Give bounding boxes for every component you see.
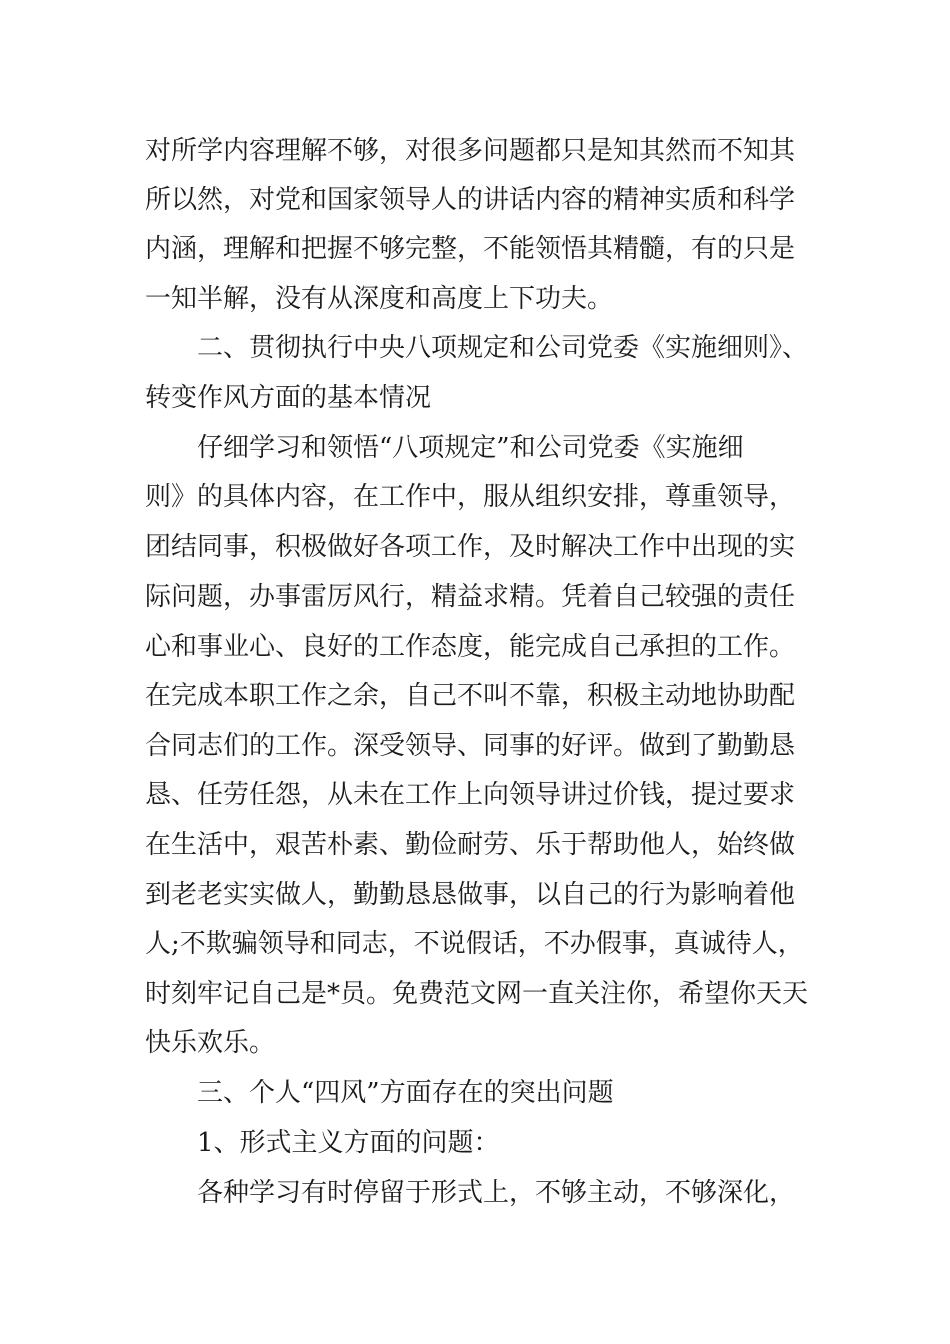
body-line: 在完成本职工作之余，自己不叫不靠，积极主动地协助配: [145, 681, 796, 711]
body-line: 时刻牢记自己是*员。免费范文网一直关注你，希望你天天: [145, 979, 809, 1009]
section-heading: 三、个人“四风”方面存在的突出问题: [197, 1078, 614, 1108]
body-line: 仔细学习和领悟“八项规定”和公司党委《实施细: [197, 433, 744, 463]
body-line: 一知半解，没有从深度和高度上下功夫。: [145, 284, 614, 314]
body-line: 则》的具体内容，在工作中，服从组织安排，尊重领导，: [145, 482, 796, 512]
subsection-heading: 1、形式主义方面的问题：: [197, 1128, 500, 1158]
section-heading: 二、贯彻执行中央八项规定和公司党委《实施细则》、: [197, 333, 809, 363]
body-line: 际问题，办事雷厉风行，精益求精。凭着自己较强的责任: [145, 582, 796, 612]
body-line: 团结同事，积极做好各项工作，及时解决工作中出现的实: [145, 532, 796, 562]
body-line: 合同志们的工作。深受领导、同事的好评。做到了勤勤恳: [145, 731, 796, 761]
body-line: 心和事业心、良好的工作态度，能完成自己承担的工作。: [145, 632, 796, 662]
body-line: 所以然，对党和国家领导人的讲话内容的精神实质和科学: [145, 185, 796, 215]
body-line: 各种学习有时停留于形式上，不够主动，不够深化，: [197, 1178, 796, 1208]
body-line: 内涵，理解和把握不够完整，不能领悟其精髓，有的只是: [145, 234, 796, 264]
body-line: 恳、任劳任怨，从未在工作上向领导讲过价钱，提过要求: [145, 780, 796, 810]
body-line: 在生活中，艰苦朴素、勤俭耐劳、乐于帮助他人，始终做: [145, 830, 796, 860]
section-heading-continued: 转变作风方面的基本情况: [145, 383, 432, 413]
body-line: 人;不欺骗领导和同志，不说假话，不办假事，真诚待人，: [145, 929, 804, 959]
body-line: 快乐欢乐。: [145, 1028, 276, 1058]
body-line: 到老老实实做人，勤勤恳恳做事，以自己的行为影响着他: [145, 880, 796, 910]
body-line: 对所学内容理解不够，对很多问题都只是知其然而不知其: [145, 136, 796, 166]
